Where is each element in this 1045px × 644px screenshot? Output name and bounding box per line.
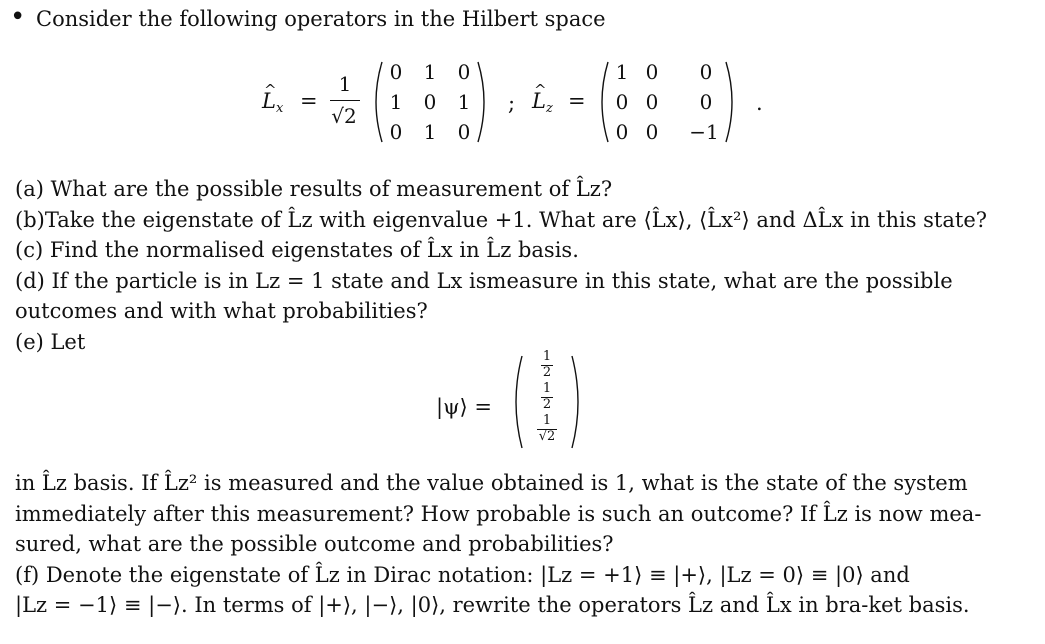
- end-period: .: [756, 91, 763, 115]
- prefactor-bar: [330, 100, 360, 101]
- closing-block: [15, 468, 1010, 621]
- intro-text: Consider the following operators in the Hilbert space: [36, 7, 606, 31]
- question-d-line1: (d) If the particle is in Lz = 1 state and Lx ismeasure in this state, what are the possible: [15, 268, 953, 293]
- lx-matrix: [368, 58, 492, 146]
- lz-cell: 0: [645, 90, 659, 114]
- equals-sign-1: =: [300, 89, 318, 113]
- lz-cell: −1: [689, 120, 719, 144]
- lz-cell: 0: [645, 120, 659, 144]
- after-line-2: immediately after this measurement? How probable is such an outcome? If L̂z is now mea-: [15, 501, 982, 526]
- question-f-line2: |Lz = −1⟩ ≡ |−⟩. In terms of |+⟩, |−⟩, |0⟩, rewrite the operators L̂z and L̂x in bra-ket basis.: [15, 593, 970, 617]
- lx-cell: 0: [389, 60, 403, 84]
- lx-cell: 1: [389, 90, 403, 114]
- psi-component-1-num: 1: [542, 349, 552, 364]
- lz-cell: 0: [699, 60, 713, 84]
- lz-cell: 1: [615, 60, 629, 84]
- question-f-line1: (f) Denote the eigenstate of L̂z in Dirac notation: |Lz = +1⟩ ≡ |+⟩, |Lz = 0⟩ ≡ |0⟩ and: [15, 562, 910, 587]
- lx-cell: 0: [389, 120, 403, 144]
- lx-cell: 0: [423, 90, 437, 114]
- question-b: (b)Take the eigenstate of L̂z with eigenvalue +1. What are ⟨L̂x⟩, ⟨L̂x²⟩ and ΔL̂x in this state?: [15, 207, 988, 232]
- lx-cell: 1: [423, 120, 437, 144]
- lz-matrix: [594, 58, 740, 146]
- question-c: (c) Find the normalised eigenstates of L̂x in L̂z basis.: [15, 238, 579, 262]
- psi-component-1-den: 2: [542, 365, 552, 380]
- lx-cell: 1: [457, 90, 471, 114]
- question-d-line2: outcomes and with what probabilities?: [15, 299, 428, 323]
- psi-component-2-den: 2: [542, 397, 552, 412]
- question-e: (e) Let: [15, 329, 86, 354]
- equals-sign-2: =: [568, 89, 586, 113]
- lx-cell: 0: [457, 60, 471, 84]
- prefactor-denominator: √2: [331, 104, 357, 128]
- psi-component-3-den: √2: [538, 429, 556, 444]
- separator: ;: [508, 91, 516, 115]
- question-a: (a) What are the possible results of measurement of L̂z?: [15, 177, 613, 201]
- lz-cell: 0: [699, 90, 713, 114]
- lz-cell: 0: [615, 120, 629, 144]
- psi-component-3-num: 1: [542, 413, 552, 428]
- prefactor-numerator: 1: [338, 72, 352, 96]
- lx-cell: 1: [423, 60, 437, 84]
- lx-cell: 0: [457, 120, 471, 144]
- lz-cell: 0: [645, 60, 659, 84]
- lx-symbol: ^ $L_x$: [262, 88, 283, 114]
- lz-cell: 0: [615, 90, 629, 114]
- after-line-3: sured, what are the possible outcome and probabilities?: [15, 532, 614, 556]
- psi-component-2-num: 1: [542, 381, 552, 396]
- questions-block: [15, 174, 1010, 357]
- bullet: •: [10, 2, 26, 32]
- after-line-1: in L̂z basis. If L̂z² is measured and the value obtained is 1, what is the state of the system: [15, 471, 968, 495]
- psi-label: |ψ⟩ =: [436, 395, 493, 419]
- lz-symbol: ^ $L_z$: [532, 88, 553, 114]
